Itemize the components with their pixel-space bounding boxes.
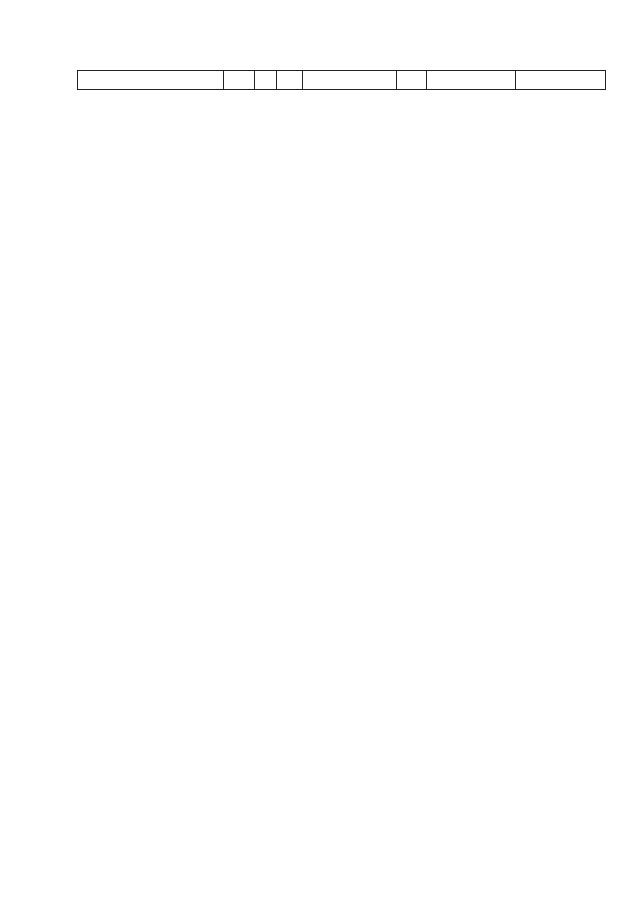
column-header-row (77, 70, 606, 90)
column-header-4 (277, 71, 303, 90)
column-header-2 (224, 71, 255, 90)
column-header-6 (397, 71, 427, 90)
column-header-8 (516, 71, 606, 90)
column-header-7 (427, 71, 516, 90)
column-header-5 (303, 71, 397, 90)
column-header-1 (78, 71, 224, 90)
column-header-3 (255, 71, 277, 90)
